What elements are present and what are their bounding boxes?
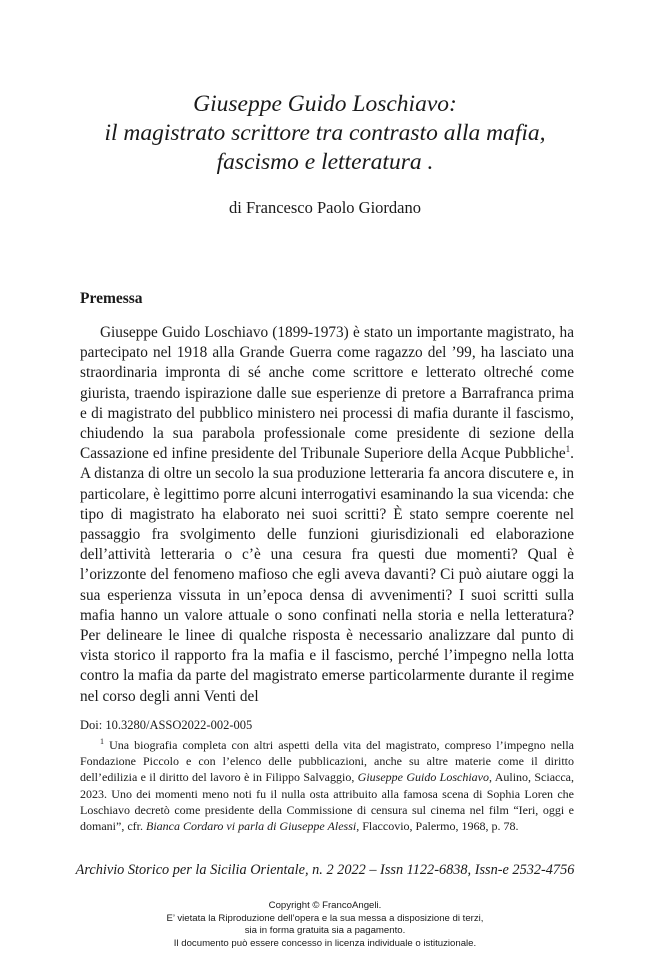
footnote-book-title-1: Giuseppe Guido Loschiavo (357, 770, 490, 785)
body-text-part-1: Giuseppe Guido Loschiavo (1899-1973) è stato un importante magistrato, ha partecipato nel 1918 alla Grande Guerra come ragazzo del ’99, ha lasciato una straordinaria impronta di sé anche come scrittore e letterato oltreché come giurista, traendo ispirazione dalle sue esperienze di pretore a Barrafranca prima e di magistrato del pubblico ministero nei processi di mafia durante il fascismo, chiudendo la sua parabola professionale come presidente di sezione della Cassazione ed infine presidente del Tribunale Superiore della Acque Pubbliche (80, 324, 574, 463)
title-line-3: fascismo e letteratura . (216, 149, 434, 175)
footnote-text-3: , Flaccovio, Palermo, 1968, p. 78. (356, 819, 519, 834)
copyright-notice (60, 900, 590, 950)
footnote (80, 737, 574, 834)
footnote-reference[interactable]: 1 (565, 444, 571, 455)
author-line: di Francesco Paolo Giordano (229, 198, 421, 217)
title-line-2: il magistrato scrittore tra contrasto alla mafia, (104, 120, 546, 146)
copyright-line-1: Copyright © FrancoAngeli. (268, 900, 382, 911)
journal-citation: Archivio Storico per la Sicilia Orientale, n. 2 2022 – Issn 1122-6838, Issn-e 2532-4756 (75, 862, 575, 878)
footnote-text-2: , Aulino, Sciacca, 2023. Uno dei momenti meno noti fu il nulla osta attribuito alla famosa scena di Sophia Loren che Loschiavo decretò come presidente della Commissione di censura sul cinema nel film “Ieri, oggi e domani”, cfr. (80, 770, 575, 834)
article-title (60, 90, 590, 177)
body-paragraph (80, 323, 574, 707)
section-heading: Premessa (80, 290, 143, 307)
copyright-line-2: E’ vietata la Riproduzione dell’opera e la sua messa a disposizione di terzi, (166, 912, 484, 924)
footnote-text-1: Una biografia completa con altri aspetti della vita del magistrato, compreso l’impegno nella Fondazione Piccolo e con l’elenco delle pubblicazioni, anche su altre materie come il diritto dell’edilizia e il diritto del lavoro è in Filippo Salvaggio, (80, 738, 574, 785)
footnote-number: 1 (100, 737, 104, 746)
footnote-book-title-2: Bianca Cordaro vi parla di Giuseppe Alessi (145, 819, 357, 834)
copyright-line-3: sia in forma gratuita sia a pagamento. (244, 925, 406, 937)
body-text-part-2: . A distanza di oltre un secolo la sua produzione letteraria fa ancora discutere e, in particolare, è legittimo porre alcuni interrogativi esaminando la sua vicenda: che tipo di magistrato ha elaborato nei suoi scritti? È stato sempre coerente nel passaggio fra svolgimento delle funzioni giurisdizionali ed elaborazione dell’attività letteraria o c’è una cesura fra questi due momenti? Qual è l’orizzonte del fenomeno mafioso che egli aveva davanti? Ci può aiutare oggi la sua esperienza vissuta in un’epoca densa di avvenimenti? I suoi scritti sulla mafia hanno un valore attuale o sono confinati nella storia e nella letteratura? Per delineare le linee di qualche risposta è necessario analizzare dal punto di vista storico il rapporto fra la mafia e il fascismo, perché l’impegno nella lotta contro la mafia da parte del magistrato emerse particolarmente durante il regime nel corso degli anni Venti del (80, 445, 574, 705)
doi-line: Doi: 10.3280/ASSO2022-002-005 (80, 718, 253, 732)
title-line-1: Giuseppe Guido Loschiavo: (193, 91, 457, 117)
copyright-line-4: Il documento può essere concesso in licenza individuale o istituzionale. (173, 937, 477, 949)
